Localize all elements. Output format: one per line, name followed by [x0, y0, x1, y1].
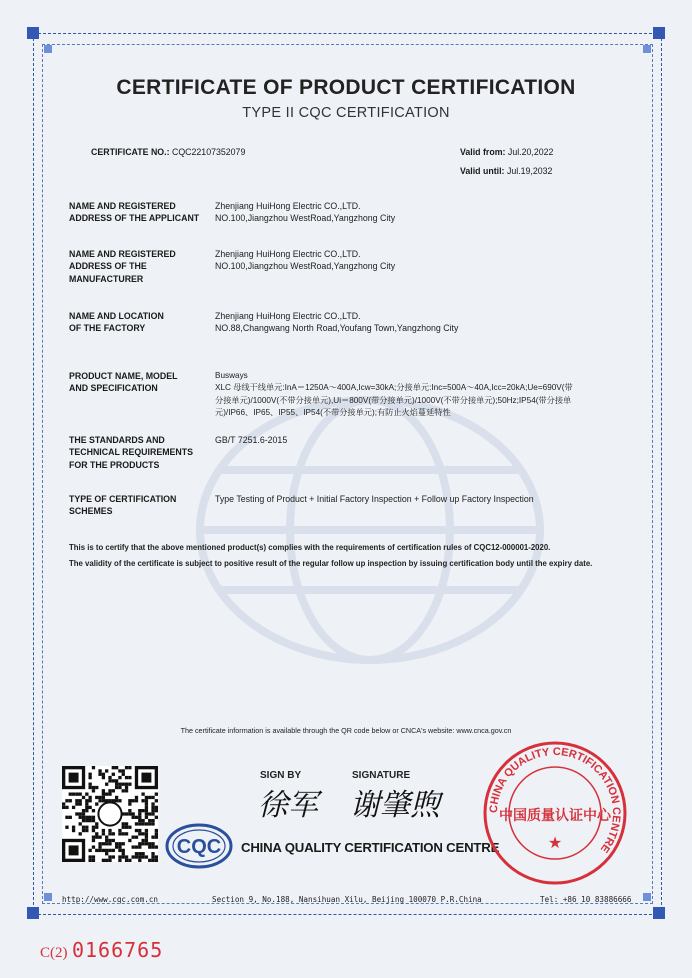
serial-prefix: C(2): [40, 945, 68, 961]
valid-until-date: Jul.19,2032: [506, 166, 553, 176]
signature-label: SIGNATURE: [352, 770, 411, 781]
qr-note: The certificate information is available through the QR code below or CNCA's website: www.cnca.gov.cn: [180, 726, 512, 735]
footer-telephone: Tel: +86 10 83886666: [540, 895, 632, 904]
official-seal-stamp: [480, 738, 630, 888]
valid-until-label: Valid until:: [460, 166, 505, 176]
certification-statement: This is to certify that the above mentioned product(s) complies with the requirements of certification rules of CQC12-000001-2020.: [69, 543, 551, 552]
certificate-subtitle: TYPE II CQC CERTIFICATION: [242, 105, 450, 121]
valid-from-date: Jul.20,2022: [507, 147, 554, 157]
corner-square-bottom-left-inner: [44, 893, 52, 901]
footer-url[interactable]: http://www.cqc.com.cn: [62, 895, 159, 904]
signature-handwriting: 谢肇煦: [350, 788, 440, 823]
corner-square-top-left-inner: [44, 45, 52, 53]
serial-number: [40, 938, 163, 962]
applicant-label: NAME AND REGISTERED ADDRESS OF THE APPLICANT: [69, 201, 200, 224]
cqc-logo-icon: [164, 822, 234, 870]
product-label: PRODUCT NAME, MODEL AND SPECIFICATION: [69, 371, 178, 394]
svg-text:★: ★: [547, 835, 563, 852]
issuing-body-name: CHINA QUALITY CERTIFICATION CENTRE: [241, 840, 500, 855]
certificate-number: CQC22107352079: [171, 147, 246, 157]
factory-value: Zhenjiang HuiHong Electric CO.,LTD. NO.88,Changwang North Road,Youfang Town,Yangzhong City: [215, 311, 459, 334]
valid-until-row: [460, 166, 552, 176]
valid-from-label: Valid from:: [460, 147, 506, 157]
serial-digits: 0166765: [71, 938, 164, 962]
valid-from-row: [460, 147, 553, 157]
manufacturer-label: NAME AND REGISTERED ADDRESS OF THE MANUFACTURER: [69, 249, 176, 284]
manufacturer-value: Zhenjiang HuiHong Electric CO.,LTD. NO.100,Jiangzhou WestRoad,Yangzhong City: [215, 249, 396, 272]
svg-text:CQC: CQC: [176, 836, 222, 858]
applicant-value: Zhenjiang HuiHong Electric CO.,LTD. NO.100,Jiangzhou WestRoad,Yangzhong City: [215, 201, 396, 224]
sign-by-label: SIGN BY: [260, 770, 302, 781]
svg-text:CHINA QUALITY CERTIFICATION CE: CHINA QUALITY CERTIFICATION CENTRE: [487, 745, 623, 855]
corner-square-top-left: [27, 27, 39, 39]
standards-value: GB/T 7251.6-2015: [215, 435, 288, 445]
sign-by-signature: 徐军: [258, 788, 318, 823]
corner-square-top-right: [653, 27, 665, 39]
product-value: Busways XLC 母线干线单元:InA＝1250A～400A,Icw=30kA;分接单元:Inc=500A～40A,Icc=20kA;Ue=690V(带 分接单元)/1000V(不带分接单元),Ui＝800V(带分接单元)/1000V(不带分接单元);50Hz;IP54(带分接单 元)/IP66、IP65、IP55、IP54(不带分接单元);有防止火焰蔓延特性: [215, 371, 573, 418]
corner-square-bottom-right-inner: [643, 893, 651, 901]
factory-label: NAME AND LOCATION OF THE FACTORY: [69, 311, 164, 334]
standards-label: THE STANDARDS AND TECHNICAL REQUIREMENTS FOR THE PRODUCTS: [69, 435, 193, 470]
validity-statement: The validity of the certificate is subject to positive result of the regular follow up inspection by issuing certification body until the expiry date.: [69, 559, 593, 568]
certificate-number-label: CERTIFICATE NO.:: [91, 147, 170, 157]
corner-square-bottom-right: [653, 907, 665, 919]
svg-text:中国质量认证中心: 中国质量认证中心: [499, 808, 611, 824]
corner-square-top-right-inner: [643, 45, 651, 53]
certificate-number-row: [91, 147, 245, 157]
schemes-value: Type Testing of Product + Initial Factory Inspection + Follow up Factory Inspection: [215, 494, 534, 504]
corner-square-bottom-left: [27, 907, 39, 919]
certificate-title: CERTIFICATE OF PRODUCT CERTIFICATION: [116, 76, 576, 99]
footer-address: Section 9, No.188, Nansihuan Xilu, Beijing 100070 P.R.China: [212, 895, 482, 904]
cqc-watermark-globe-icon: [180, 380, 560, 680]
schemes-label: TYPE OF CERTIFICATION SCHEMES: [69, 494, 177, 517]
qr-code-icon[interactable]: [62, 766, 158, 862]
